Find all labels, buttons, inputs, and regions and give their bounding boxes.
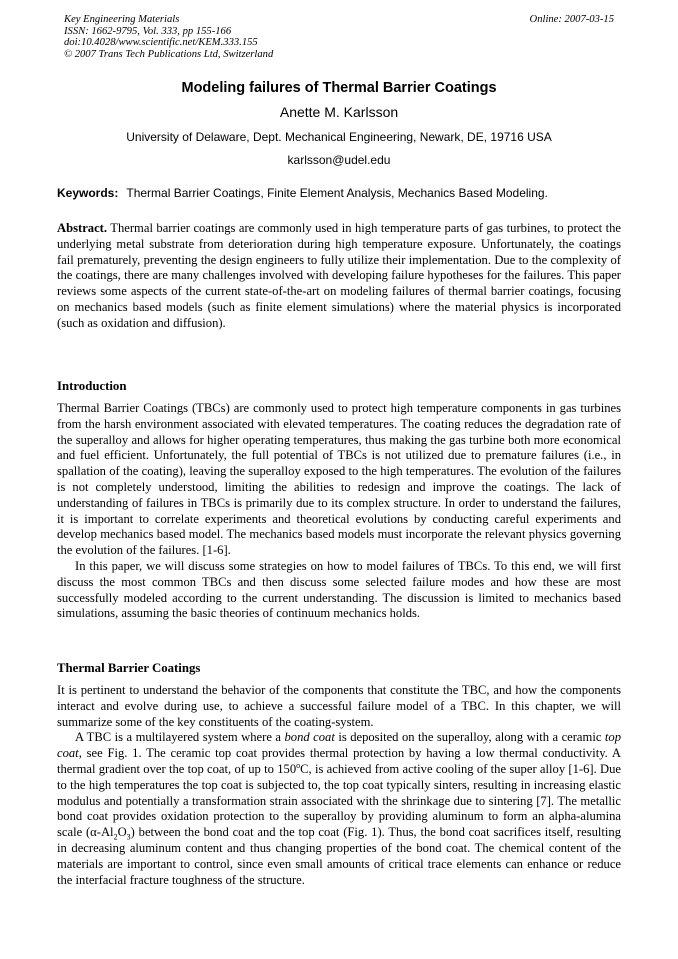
author-affiliation: University of Delaware, Dept. Mechanical Engineering, Newark, DE, 19716 USA xyxy=(126,130,552,144)
journal-metadata xyxy=(64,14,273,60)
oxygen-symbol: O xyxy=(117,825,127,840)
introduction-section xyxy=(57,401,621,622)
tbc-p2-text-c: , see Fig. 1. The ceramic top coat provides thermal protection by having a low thermal conductivity. A thermal gradient over the top coat, of up to 150 xyxy=(57,746,621,776)
abstract-text: Thermal barrier coatings are commonly used in high temperature parts of gas turbines, to protect the underlying metal substrate from deterioration during high temperature exposure. Unfortunately, the coatings fail prematurely, preventing the design engineers to fully utilize their implementation. Due to the complexity of the coatings, there are many challenges involved with developing failure hypotheses for the failures. This paper reviews some aspects of the current state-of-the-art on modeling failures of thermal barrier coatings, focusing on mechanics based models (such as finite element simulations) where the material physics is incorporated (such as oxidation and diffusion). xyxy=(57,221,622,330)
tbc-paragraph-2 xyxy=(57,730,621,888)
author-name: Anette M. Karlsson xyxy=(279,104,399,120)
introduction-paragraph-1: Thermal Barrier Coatings (TBCs) are commonly used to protect high temperature components in gas turbines from the harsh environment associated with elevated temperatures. The coating reduces the degradation rate of the superalloy and allows for higher operating temperatures, thus making the gas turbine both more economical and fuel efficient. Unfortunately, the full potential of TBCs is not utilized due to premature failures (i.e., in spallation of the coating), leaving the superalloy exposed to the high temperatures. The evolution of the failures is not completely understood, limiting the abilities to redesign and improve the coatings. The lack of understanding of failures in TBCs is primarily due to its complex structure. In order to understand the failures, it is important to correlate experiments and theoretical evolutions by conducting careful experiments and develop mechanics based model. The mechanics based models must incorporate the relevant physics governing the evolution of the failures. [1-6]. xyxy=(57,401,621,558)
doi-line: doi:10.4028/www.scientific.net/KEM.333.155 xyxy=(64,37,258,48)
online-date: Online: 2007-03-15 xyxy=(529,14,614,25)
tbc-p2-text-d: C, is achieved from active cooling of the super alloy [1-6]. Due to the high temperatures the top coat is subjected to, the top coat typically sinters, resulting in increasing elastic modulus and potentially a transformation strain associated with the shrinkage due to sintering [7]. The metallic bond coat provides oxidation protection to the superalloy by providing aluminum to form an alpha-alumina scale (α-Al xyxy=(57,761,622,840)
author-email: karlsson@udel.edu xyxy=(287,153,391,167)
keywords-label: Keywords: xyxy=(57,186,119,200)
keywords-text: Thermal Barrier Coatings, Finite Element Analysis, Mechanics Based Modeling. xyxy=(126,186,548,200)
tbc-p2-text-e: ) between the bond coat and the top coat (Fig. 1). Thus, the bond coat sacrifices itself, resulting in decreasing aluminum content and thus changing properties of the bond coat. The chemical content of the materials are important to control, since even small amounts of critical trace elements can enhance or reduce the interfacial fracture toughness of the structure. xyxy=(57,825,621,887)
tbc-section xyxy=(57,683,621,888)
abstract-label: Abstract. xyxy=(57,221,108,235)
copyright-line: © 2007 Trans Tech Publications Ltd, Switzerland xyxy=(64,48,274,60)
tbc-heading: Thermal Barrier Coatings xyxy=(57,661,201,675)
abstract xyxy=(57,221,621,332)
bond-coat-term: bond coat xyxy=(284,730,335,745)
subscript-3: 3 xyxy=(126,832,131,842)
tbc-p2-text-b: is deposited on the superalloy, along with a ceramic xyxy=(334,730,605,745)
journal-name: Key Engineering Materials xyxy=(64,14,180,25)
issn-line: ISSN: 1662-9795, Vol. 333, pp 155-166 xyxy=(64,25,232,37)
introduction-heading: Introduction xyxy=(57,379,127,393)
tbc-p2-text-a: A TBC is a multilayered system where a xyxy=(75,730,285,745)
introduction-paragraph-2: In this paper, we will discuss some strategies on how to model failures of TBCs. To this end, we will first discuss the most common TBCs and then discuss some selected failure modes and how these are most successfully modeled according to the current understanding. The discussion is limited to mechanics based simulations, assuming the basic theories of continuum mechanics holds. xyxy=(57,558,621,621)
top-coat-term: top coat xyxy=(57,730,621,761)
paper-title: Modeling failures of Thermal Barrier Coatings xyxy=(181,80,497,96)
degree-superscript: o xyxy=(296,760,301,770)
subscript-2: 2 xyxy=(113,832,118,842)
keywords xyxy=(57,186,621,200)
tbc-paragraph-1: It is pertinent to understand the behavior of the components that constitute the TBC, and how the components interact and evolve during use, to achieve a successful failure model of a TBC. In this chapter, we will summarize some of the key constituents of the coating-system. xyxy=(57,683,621,729)
